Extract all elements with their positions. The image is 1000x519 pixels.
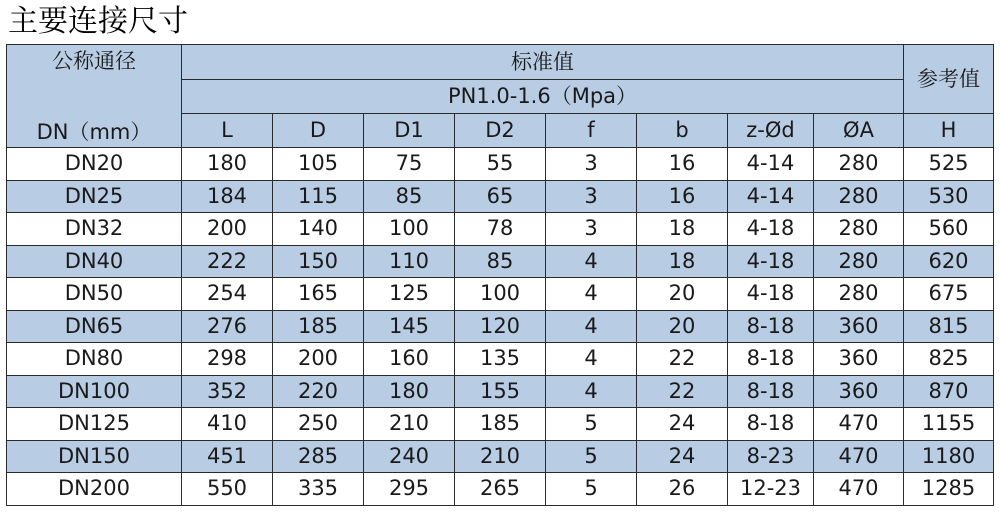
value-cell: 360 — [814, 343, 904, 376]
value-cell: 285 — [273, 440, 364, 473]
table-row — [7, 148, 994, 181]
value-cell: 8-18 — [728, 375, 814, 408]
value-cell: 20 — [637, 278, 728, 311]
value-cell: 22 — [637, 343, 728, 376]
value-cell: 3 — [546, 213, 637, 246]
value-cell: 185 — [273, 310, 364, 343]
dn-header-cell — [7, 45, 182, 148]
column-header: b — [637, 114, 728, 148]
value-cell: 265 — [455, 473, 546, 506]
value-cell: 8-18 — [728, 343, 814, 376]
standard-values-header: 标准值 — [182, 45, 904, 80]
value-cell: 254 — [182, 278, 273, 311]
value-cell: 3 — [546, 180, 637, 213]
value-cell: 675 — [904, 278, 994, 311]
value-cell: 220 — [273, 375, 364, 408]
value-cell: 100 — [364, 213, 455, 246]
value-cell: 210 — [364, 408, 455, 441]
value-cell: 5 — [546, 440, 637, 473]
connection-dimensions-table — [6, 44, 994, 506]
value-cell: 180 — [182, 148, 273, 181]
value-cell: 410 — [182, 408, 273, 441]
value-cell: 4 — [546, 310, 637, 343]
value-cell: 26 — [637, 473, 728, 506]
value-cell: 4 — [546, 278, 637, 311]
page-title: 主要连接尺寸 — [8, 4, 188, 39]
value-cell: 210 — [455, 440, 546, 473]
table-body — [7, 148, 994, 506]
value-cell: 155 — [455, 375, 546, 408]
dn-cell: DN32 — [7, 213, 182, 246]
value-cell: 250 — [273, 408, 364, 441]
value-cell: 145 — [364, 310, 455, 343]
value-cell: 222 — [182, 245, 273, 278]
dn-cell: DN200 — [7, 473, 182, 506]
table-row — [7, 375, 994, 408]
value-cell: 550 — [182, 473, 273, 506]
value-cell: 85 — [364, 180, 455, 213]
value-cell: 85 — [455, 245, 546, 278]
value-cell: 110 — [364, 245, 455, 278]
dn-cell: DN65 — [7, 310, 182, 343]
column-header: f — [546, 114, 637, 148]
value-cell: 525 — [904, 148, 994, 181]
value-cell: 150 — [273, 245, 364, 278]
value-cell: 4 — [546, 245, 637, 278]
value-cell: 335 — [273, 473, 364, 506]
value-cell: 360 — [814, 310, 904, 343]
value-cell: 620 — [904, 245, 994, 278]
value-cell: 1155 — [904, 408, 994, 441]
value-cell: 3 — [546, 148, 637, 181]
value-cell: 165 — [273, 278, 364, 311]
value-cell: 5 — [546, 473, 637, 506]
value-cell: 5 — [546, 408, 637, 441]
table-row — [7, 343, 994, 376]
value-cell: 135 — [455, 343, 546, 376]
value-cell: 8-18 — [728, 310, 814, 343]
value-cell: 280 — [814, 180, 904, 213]
value-cell: 55 — [455, 148, 546, 181]
value-cell: 470 — [814, 440, 904, 473]
dn-unit-label: DN（mm） — [36, 120, 152, 144]
value-cell: 470 — [814, 408, 904, 441]
value-cell: 825 — [904, 343, 994, 376]
value-cell: 4 — [546, 343, 637, 376]
dn-cell: DN100 — [7, 375, 182, 408]
column-header: H — [904, 114, 994, 148]
column-header: z-Ød — [728, 114, 814, 148]
dn-cell: DN150 — [7, 440, 182, 473]
value-cell: 105 — [273, 148, 364, 181]
value-cell: 4-14 — [728, 180, 814, 213]
value-cell: 18 — [637, 245, 728, 278]
dn-cell: DN50 — [7, 278, 182, 311]
value-cell: 8-18 — [728, 408, 814, 441]
dn-cell: DN20 — [7, 148, 182, 181]
value-cell: 560 — [904, 213, 994, 246]
value-cell: 16 — [637, 180, 728, 213]
value-cell: 360 — [814, 375, 904, 408]
table-row — [7, 473, 994, 506]
value-cell: 185 — [455, 408, 546, 441]
value-cell: 24 — [637, 440, 728, 473]
table-row — [7, 278, 994, 311]
value-cell: 20 — [637, 310, 728, 343]
value-cell: 870 — [904, 375, 994, 408]
column-header: D — [273, 114, 364, 148]
value-cell: 16 — [637, 148, 728, 181]
table-row — [7, 180, 994, 213]
value-cell: 24 — [637, 408, 728, 441]
dn-cell: DN40 — [7, 245, 182, 278]
value-cell: 140 — [273, 213, 364, 246]
value-cell: 4-14 — [728, 148, 814, 181]
dn-cell: DN25 — [7, 180, 182, 213]
table-row — [7, 440, 994, 473]
value-cell: 8-23 — [728, 440, 814, 473]
value-cell: 160 — [364, 343, 455, 376]
value-cell: 78 — [455, 213, 546, 246]
value-cell: 298 — [182, 343, 273, 376]
column-header: ØA — [814, 114, 904, 148]
value-cell: 100 — [455, 278, 546, 311]
value-cell: 352 — [182, 375, 273, 408]
table-row — [7, 310, 994, 343]
value-cell: 12-23 — [728, 473, 814, 506]
value-cell: 4-18 — [728, 213, 814, 246]
value-cell: 530 — [904, 180, 994, 213]
value-cell: 180 — [364, 375, 455, 408]
value-cell: 1285 — [904, 473, 994, 506]
pressure-rating-header: PN1.0-1.6（Mpa） — [182, 80, 904, 114]
value-cell: 295 — [364, 473, 455, 506]
value-cell: 4 — [546, 375, 637, 408]
column-header: L — [182, 114, 273, 148]
column-header: D1 — [364, 114, 455, 148]
value-cell: 200 — [182, 213, 273, 246]
value-cell: 280 — [814, 213, 904, 246]
value-cell: 75 — [364, 148, 455, 181]
dn-cell: DN125 — [7, 408, 182, 441]
value-cell: 451 — [182, 440, 273, 473]
value-cell: 18 — [637, 213, 728, 246]
value-cell: 200 — [273, 343, 364, 376]
dn-cell: DN80 — [7, 343, 182, 376]
value-cell: 276 — [182, 310, 273, 343]
value-cell: 4-18 — [728, 245, 814, 278]
value-cell: 125 — [364, 278, 455, 311]
value-cell: 65 — [455, 180, 546, 213]
table-row — [7, 213, 994, 246]
value-cell: 4-18 — [728, 278, 814, 311]
value-cell: 470 — [814, 473, 904, 506]
value-cell: 1180 — [904, 440, 994, 473]
table-row — [7, 245, 994, 278]
value-cell: 280 — [814, 148, 904, 181]
value-cell: 815 — [904, 310, 994, 343]
reference-values-header: 参考值 — [904, 45, 994, 114]
value-cell: 184 — [182, 180, 273, 213]
value-cell: 240 — [364, 440, 455, 473]
column-header: D2 — [455, 114, 546, 148]
value-cell: 115 — [273, 180, 364, 213]
value-cell: 280 — [814, 245, 904, 278]
nominal-diameter-label: 公称通径 — [52, 49, 136, 73]
value-cell: 22 — [637, 375, 728, 408]
value-cell: 120 — [455, 310, 546, 343]
value-cell: 280 — [814, 278, 904, 311]
table-row — [7, 408, 994, 441]
